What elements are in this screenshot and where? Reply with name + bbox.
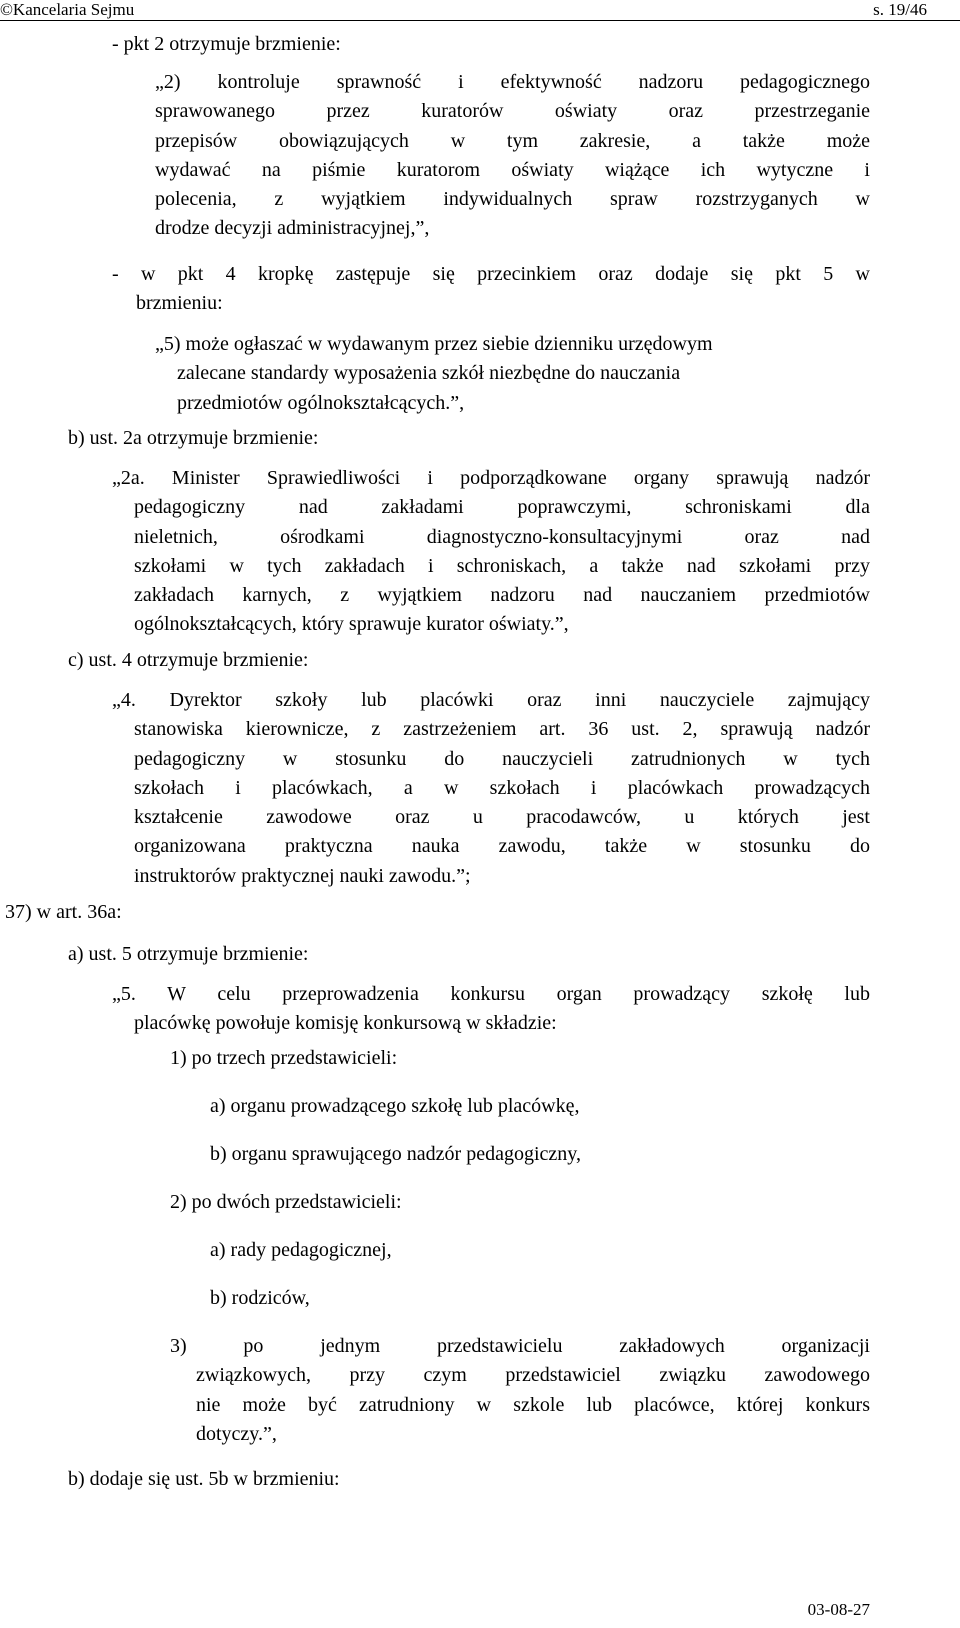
quote-line: „2) kontroluje sprawność i efektywność nadzoru pedagogicznego — [155, 71, 870, 93]
quote-line: stanowiska kierownicze, z zastrzeżeniem art. 36 ust. 2, sprawują nadzór — [134, 718, 870, 741]
item-ust4-intro: c) ust. 4 otrzymuje brzmienie: — [68, 649, 309, 671]
list-line: nie może być zatrudniony w szkole lub placówce, której konkurs — [196, 1393, 870, 1416]
header-page-number: s. 19/46 — [873, 0, 927, 19]
quote-pkt5 — [155, 330, 870, 418]
quote-line: szkołach i placówkach, a w szkołach i placówkach prowadzących — [134, 776, 870, 799]
item-ust5-intro: a) ust. 5 otrzymuje brzmienie: — [68, 943, 309, 965]
quote-line: instruktorów praktycznej nauki zawodu.”; — [134, 864, 471, 887]
quote-line: zalecane standardy wyposażenia szkół niezbędne do nauczania — [177, 362, 681, 385]
quote-line: „2a. Minister Sprawiedliwości i podporządkowane organy sprawują nadzór — [112, 467, 870, 489]
header-copyright: ©Kancelaria Sejmu — [0, 0, 135, 19]
quote-line: kształcenie zawodowe oraz u pracodawców, u których jest — [134, 806, 870, 829]
list-line: związkowych, przy czym przedstawiciel związku zawodowego — [196, 1364, 870, 1387]
list-item-2: 2) po dwóch przedstawicieli: — [170, 1191, 402, 1213]
list-item-2b: b) rodziców, — [210, 1287, 310, 1309]
item-ust5b-intro: b) dodaje się ust. 5b w brzmieniu: — [68, 1468, 340, 1490]
quote-line: polecenia, z wyjątkiem indywidualnych spraw rozstrzyganych w — [155, 188, 870, 211]
quote-ust2a — [112, 464, 870, 640]
quote-ust5 — [112, 980, 870, 1039]
quote-line: przedmiotów ogólnokształcących.”, — [177, 391, 465, 414]
quote-line: nieletnich, ośrodkami diagnostyczno-konsultacyjnymi oraz nad — [134, 525, 870, 548]
item-pkt4 — [112, 260, 870, 319]
list-item-1: 1) po trzech przedstawicieli: — [170, 1047, 398, 1069]
quote-line: pedagogiczny w stosunku do nauczycieli zatrudnionych w tych — [134, 747, 870, 770]
quote-line: organizowana praktyczna nauka zawodu, także w stosunku do — [134, 835, 870, 858]
footer-date: 03-08-27 — [807, 1600, 870, 1619]
quote-line: drodze decyzji administracyjnej,”, — [155, 217, 430, 240]
quote-line: placówkę powołuje komisję konkursową w składzie: — [134, 1012, 557, 1035]
item-art36a: 37) w art. 36a: — [5, 901, 122, 923]
item-line: brzmieniu: — [136, 292, 223, 315]
quote-line: wydawać na piśmie kuratorom oświaty wiążące ich wytyczne i — [155, 158, 870, 181]
quote-line: „5) może ogłaszać w wydawanym przez siebie dzienniku urzędowym — [155, 333, 713, 355]
item-line: - w pkt 4 kropkę zastępuje się przecinkiem oraz dodaje się pkt 5 w — [112, 263, 870, 285]
header-rule — [0, 20, 960, 21]
list-item-1a: a) organu prowadzącego szkołę lub placówkę, — [210, 1095, 580, 1117]
quote-line: sprawowanego przez kuratorów oświaty oraz przestrzeganie — [155, 100, 870, 123]
quote-line: „5. W celu przeprowadzenia konkursu organ prowadzący szkołę lub — [112, 983, 870, 1005]
list-line: dotyczy.”, — [196, 1422, 277, 1445]
quote-line: szkołami w tych zakładach i schroniskach, a także nad szkołami przy — [134, 554, 870, 577]
item-ust2a-intro: b) ust. 2a otrzymuje brzmienie: — [68, 427, 319, 449]
quote-line: ogólnokształcących, który sprawuje kurator oświaty.”, — [134, 613, 569, 636]
list-item-1b: b) organu sprawującego nadzór pedagogiczny, — [210, 1143, 581, 1165]
quote-line: „4. Dyrektor szkoły lub placówki oraz inni nauczyciele zajmujący — [112, 689, 870, 711]
quote-line: pedagogiczny nad zakładami poprawczymi, schroniskami dla — [134, 496, 870, 519]
quote-line: zakładach karnych, z wyjątkiem nadzoru nad nauczaniem przedmiotów — [134, 584, 870, 607]
list-line: 3) po jednym przedstawicielu zakładowych organizacji — [170, 1335, 870, 1357]
list-item-3 — [170, 1332, 870, 1449]
item-pkt2-intro: - pkt 2 otrzymuje brzmienie: — [112, 33, 341, 55]
list-item-2a: a) rady pedagogicznej, — [210, 1239, 392, 1261]
quote-pkt2 — [155, 68, 870, 244]
quote-line: przepisów obowiązujących w tym zakresie, a także może — [155, 129, 870, 152]
quote-ust4 — [112, 686, 870, 891]
